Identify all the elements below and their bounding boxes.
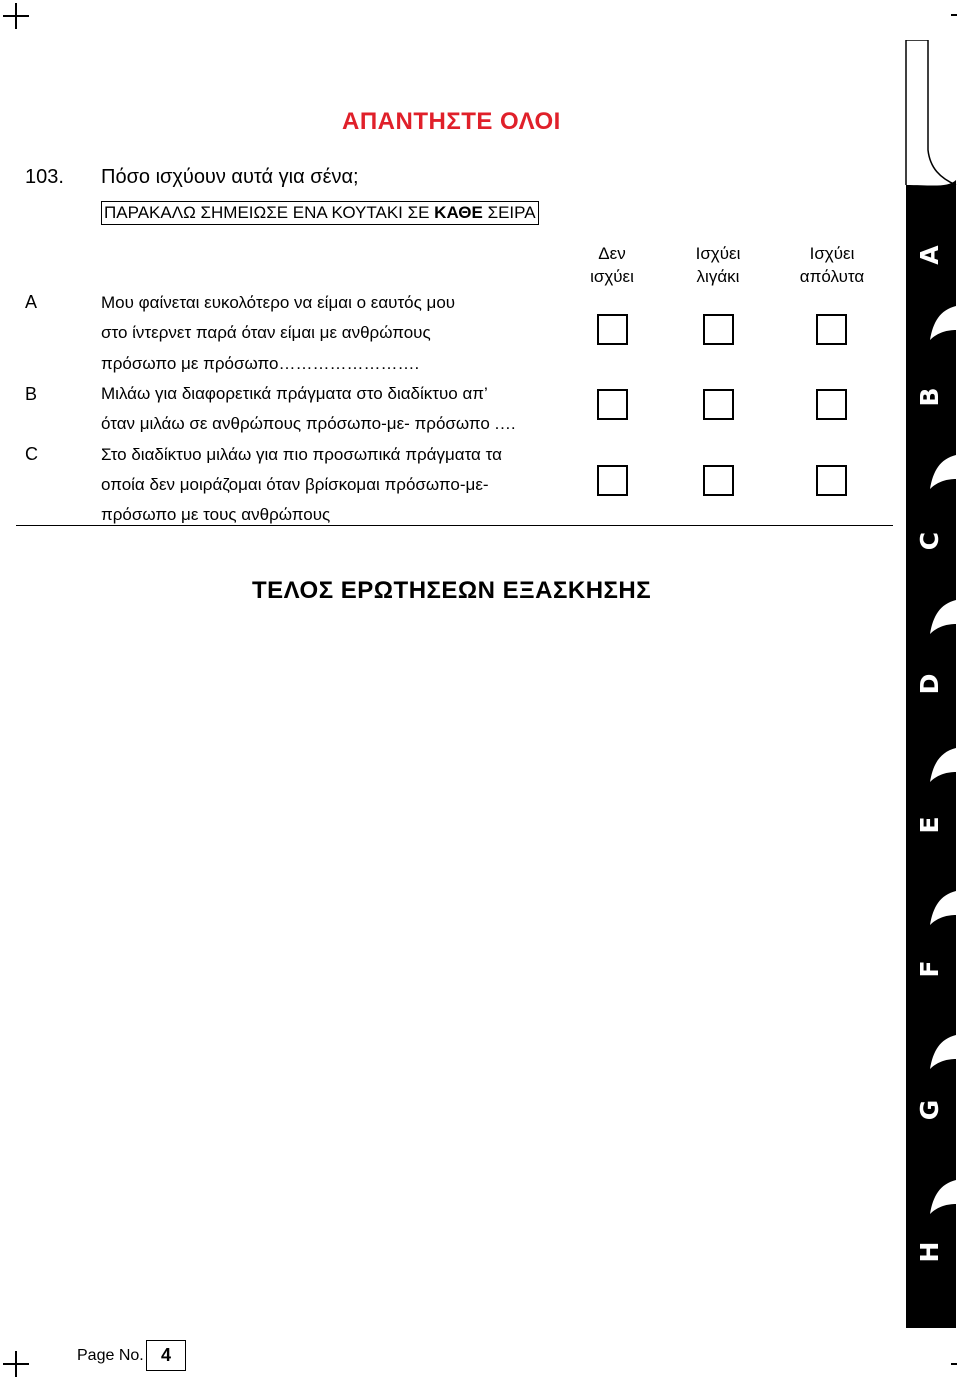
row-b-line-2: όταν μιλάω σε ανθρώπους πρόσωπο-με- πρόσωπο .… [101, 414, 517, 433]
tab-a[interactable]: A [915, 245, 944, 265]
tab-d[interactable]: D [915, 673, 944, 695]
column-header-not-true [552, 242, 672, 288]
crop-mark-top-right [951, 14, 957, 16]
column-header-line: ισχύει [590, 267, 634, 286]
question-text: Πόσο ισχύουν αυτά για σένα; [101, 166, 359, 188]
table-bottom-rule [16, 525, 893, 526]
answer-all-heading: ΑΠΑΝΤΗΣΤΕ ΟΛΟΙ [342, 108, 561, 135]
question-number: 103. [25, 166, 64, 188]
row-letter-c: C [25, 444, 38, 464]
tab-h[interactable]: H [915, 1241, 944, 1263]
row-a-line-3: πρόσωπο με πρόσωπο……………………. [101, 354, 420, 373]
crop-mark-bottom-right [951, 1363, 957, 1365]
section-tabs [900, 40, 960, 1330]
column-header-line: Δεν [598, 244, 626, 263]
row-a-line-2: στο ίντερνετ παρά όταν είμαι με ανθρώπους [101, 323, 431, 342]
instruction-bold: ΚΑΘΕ [434, 203, 483, 222]
row-letter-a: A [25, 292, 38, 312]
page-number-label: Page No. [77, 1347, 144, 1364]
checkbox-row-b-not-true[interactable] [597, 389, 628, 420]
tab-f[interactable]: F [915, 960, 944, 978]
column-header-line: Ισχύει [695, 244, 741, 263]
row-a-line-1: Μου φαίνεται ευκολότερο να είμαι ο εαυτός μου [101, 293, 456, 312]
row-letter-b: B [25, 384, 38, 404]
instruction-pre: ΠΑΡΑΚΑΛΩ ΣΗΜΕΙΩΣΕ ΕΝΑ ΚΟΥΤΑΚΙ ΣΕ [104, 203, 435, 222]
row-c-line-1: Στο διαδίκτυο μιλάω για πιο προσωπικά πράγματα τα [101, 445, 502, 464]
column-header-completely-true [772, 242, 892, 288]
checkbox-row-c-completely-true[interactable] [816, 465, 847, 496]
checkbox-row-a-not-true[interactable] [597, 314, 628, 345]
row-c-line-2: οποία δεν μοιράζομαι όταν βρίσκομαι πρόσωπο-με- [101, 475, 489, 494]
column-header-line: λιγάκι [696, 267, 740, 286]
instruction-post: ΣΕΙΡΑ [482, 203, 536, 222]
column-header-line: Ισχύει [809, 244, 855, 263]
end-of-practice-title: ΤΕΛΟΣ ΕΡΩΤΗΣΕΩΝ ΕΞΑΣΚΗΣΗΣ [252, 577, 652, 604]
column-header-a-little-true [658, 242, 778, 288]
column-header-line: απόλυτα [799, 267, 865, 286]
checkbox-row-c-a-little-true[interactable] [703, 465, 734, 496]
crop-mark-bottom-left [3, 1351, 29, 1377]
row-c-line-3: πρόσωπο με τους ανθρώπους [101, 505, 331, 524]
row-b-line-1: Μιλάω για διαφορετικά πράγματα στο διαδίκτυο απ’ [101, 384, 488, 403]
page-number-box: 4 [146, 1340, 186, 1371]
instruction-box [101, 201, 539, 225]
crop-mark-top-left [3, 3, 29, 29]
checkbox-row-c-not-true[interactable] [597, 465, 628, 496]
tab-c[interactable]: C [915, 531, 944, 551]
tab-g[interactable]: G [915, 1099, 944, 1121]
checkbox-row-a-completely-true[interactable] [816, 314, 847, 345]
checkbox-row-b-completely-true[interactable] [816, 389, 847, 420]
checkbox-row-b-a-little-true[interactable] [703, 389, 734, 420]
tab-e[interactable]: E [915, 816, 944, 834]
tab-b[interactable]: B [915, 387, 944, 407]
checkbox-row-a-a-little-true[interactable] [703, 314, 734, 345]
